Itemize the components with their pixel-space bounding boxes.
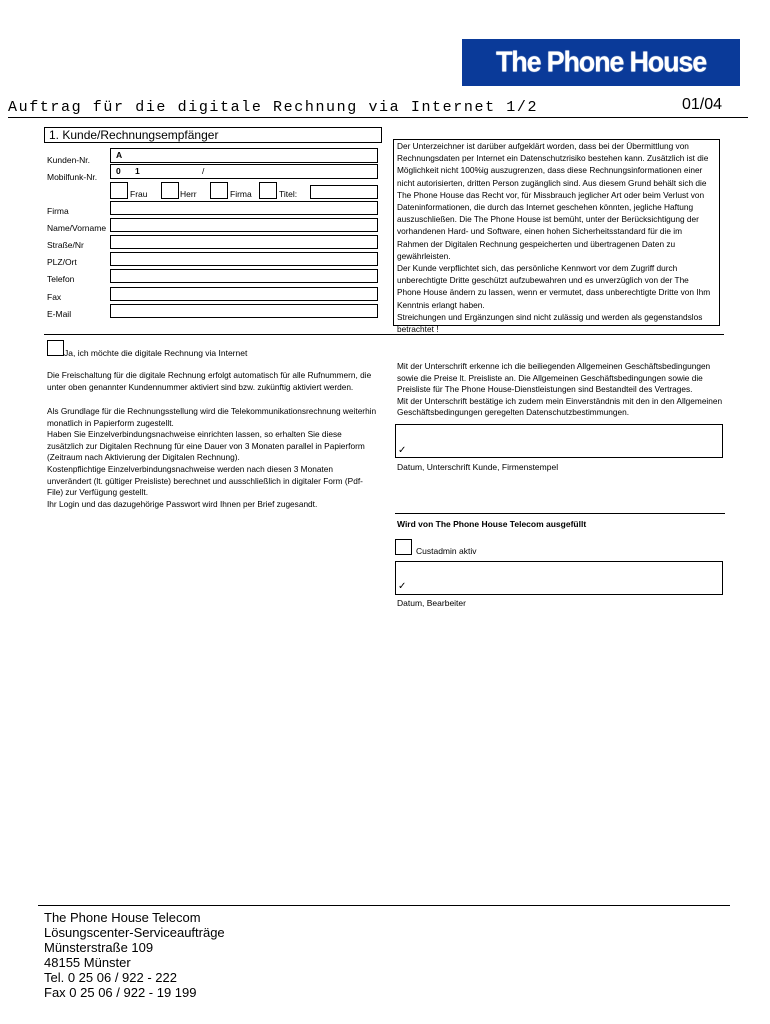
header-divider <box>8 117 748 118</box>
name-field-label: Name/Vorname <box>47 223 107 233</box>
terms-text <box>397 361 723 419</box>
phone-field-label: Telefon <box>47 274 75 284</box>
activation-text: Die Freischaltung für die digitale Rechnung erfolgt automatisch für alle Rufnummern, die unter oben genannter Kundennummer aktiviert sind bzw. zukünftig aktiviert werden. <box>47 370 372 392</box>
billing-paragraph-4: Ihr Login und das dazugehörige Passwort wird Ihnen per Brief zugesandt. <box>47 498 318 509</box>
street-field-label: Straße/Nr <box>47 240 84 250</box>
staff-label: Datum, Bearbeiter <box>397 598 466 608</box>
staff-check-icon: ✓ <box>398 581 407 592</box>
firma-checkbox[interactable] <box>210 182 228 199</box>
firma-field-label: Firma <box>47 206 69 216</box>
signature-check-icon: ✓ <box>398 445 407 456</box>
signature-label: Datum, Unterschrift Kunde, Firmenstempel <box>397 462 559 472</box>
street-field[interactable] <box>110 235 378 249</box>
disclaimer-paragraph-3: Streichungen und Ergänzungen sind nicht zulässig und werden als gegenstandslos betrachtet ! <box>397 311 703 335</box>
footer-company: The Phone House Telecom <box>44 910 201 925</box>
terms-paragraph-1: Mit der Unterschrift erkenne ich die beiliegenden Allgemeinen Geschäftsbedingungen sowie die Preise lt. Preisliste an. Die Allgemeinen Geschäftsbedingungen sowie die Preisliste für The Phone House-Dienstleistungen sind Bestandteil des Vertrages. <box>397 361 711 395</box>
footer-divider <box>38 905 730 906</box>
disclaimer-text <box>397 140 715 335</box>
terms-paragraph-2: Mit der Unterschrift bestätige ich zudem mein Einverständnis mit den in den Allgemeinen Geschäftsbedingungen geregelten Datenschutzbestimmungen. <box>397 395 723 418</box>
titel-field[interactable] <box>310 185 378 199</box>
custadmin-checkbox[interactable] <box>395 539 412 555</box>
footer-phone: Tel. 0 25 06 / 922 - 222 <box>44 970 177 985</box>
fax-field[interactable] <box>110 287 378 301</box>
company-logo <box>462 39 740 86</box>
zip-city-field-label: PLZ/Ort <box>47 257 77 267</box>
firma-salutation-label: Firma <box>230 189 252 199</box>
page-number: 01/04 <box>682 96 723 113</box>
footer-department: Lösungscenter-Serviceaufträge <box>44 925 225 940</box>
footer-city: 48155 Münster <box>44 955 131 970</box>
mobile-separator: / <box>202 166 205 176</box>
zip-city-field[interactable] <box>110 252 378 266</box>
customer-number-value: A <box>116 150 123 160</box>
internal-divider <box>395 513 725 514</box>
company-address <box>44 910 225 1000</box>
frau-checkbox[interactable] <box>110 182 128 199</box>
titel-label: Titel: <box>279 189 298 199</box>
email-field[interactable] <box>110 304 378 318</box>
billing-paragraph-3: Kostenpflichtige Einzelverbindungsnachweise werden nach diesen 3 Monaten unverändert (lt. gültiger Preisliste) berechnet und ausschließlich in digitaler Form (Pdf-File) zur Verfügung gestellt. <box>47 463 363 498</box>
herr-label: Herr <box>180 189 197 199</box>
firma-field[interactable] <box>110 201 378 215</box>
mobile-number-label: Mobilfunk-Nr. <box>47 172 98 182</box>
fax-field-label: Fax <box>47 292 62 302</box>
section-title: 1. Kunde/Rechnungsempfänger <box>44 127 382 143</box>
footer-fax: Fax 0 25 06 / 922 - 19 199 <box>44 985 197 1000</box>
frau-label: Frau <box>130 189 148 199</box>
logo-text: The Phone House <box>495 46 707 78</box>
footer-street: Münsterstraße 109 <box>44 940 154 955</box>
billing-paragraph-2: Haben Sie Einzelverbindungsnachweise einrichten lassen, so erhalten Sie diese zusätzlich zur Digitalen Rechnung für eine Dauer von 3 Monaten parallel in Papierform (Zeitraum nach Aktivierung der Digitalen Rechnung). <box>47 429 365 463</box>
page-title: Auftrag für die digitale Rechnung via Internet 1/2 <box>8 99 539 116</box>
opt-in-checkbox[interactable] <box>47 340 64 356</box>
opt-in-label: Ja, ich möchte die digitale Rechnung via Internet <box>64 348 248 358</box>
customer-signature-box[interactable] <box>395 424 723 458</box>
billing-paragraph-1: Als Grundlage für die Rechnungsstellung wird die Telekommunikationsrechnung weiterhin monatlich in Papierform zugestellt. <box>47 406 377 428</box>
customer-number-label: Kunden-Nr. <box>47 155 90 165</box>
titel-checkbox[interactable] <box>259 182 277 199</box>
customer-number-field[interactable] <box>110 148 378 163</box>
mobile-number-field[interactable] <box>110 164 378 179</box>
section-divider <box>44 334 724 335</box>
name-field[interactable] <box>110 218 378 232</box>
mobile-prefix: 0 <box>116 166 121 176</box>
custadmin-label: Custadmin aktiv <box>416 546 477 556</box>
phone-field[interactable] <box>110 269 378 283</box>
email-field-label: E-Mail <box>47 309 72 319</box>
mobile-digit: 1 <box>135 166 140 176</box>
disclaimer-paragraph-2: Der Kunde verpflichtet sich, das persönliche Kennwort vor dem Zugriff durch unberechtigte Dritte geschützt aufzubewahren und es unverzüglich von der The Phone House ändern zu lassen, wenn er vermutet, dass unberechtigte Dritte von Ihm Kenntnis erlangt haben. <box>397 263 711 310</box>
internal-section-title: Wird von The Phone House Telecom ausgefüllt <box>397 519 587 529</box>
herr-checkbox[interactable] <box>161 182 179 199</box>
staff-signature-box[interactable] <box>395 561 723 595</box>
disclaimer-paragraph-1: Der Unterzeichner ist darüber aufgeklärt worden, dass bei der Übermittlung von Rechnungsdaten per Internet ein Datenschutzrisiko bestehen kann. Zusätzlich ist die Möglichkeit nicht 100%ig auszugrenzen, dass diese Rechnungsinformationen einer nicht autorisierten, dritten Person zugänglich sind. Aus diesem Grund behält sich die The Phone House das Recht vor, für Missbrauch jeglicher Art oder beim Verlust von Dateninformationen, die durch das Internet geschehen könnten, jegliche Haftung auszuschließen. Die The Phone House ist bemüht, unter der Berücksichtigung der vorhandenen Hard- und Software, einen hohen Sicherheitsstandard für die im Rahmen der Digitalen Rechnung gespeicherten und übertragenen Daten zu gewährleisten. <box>397 141 709 261</box>
billing-basis-text <box>47 406 377 510</box>
